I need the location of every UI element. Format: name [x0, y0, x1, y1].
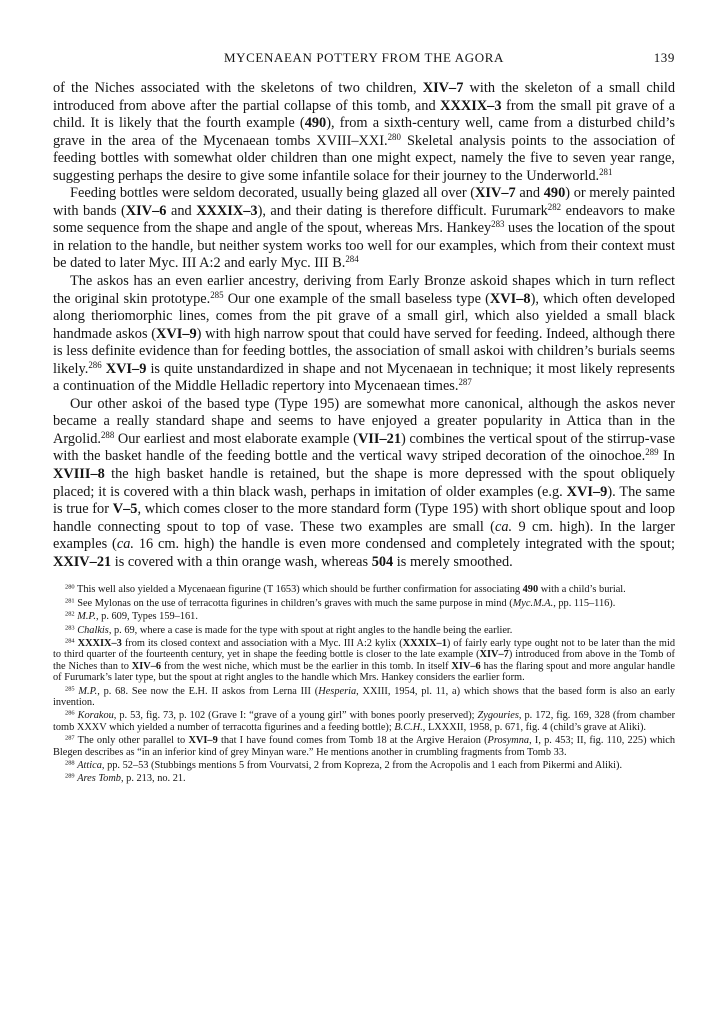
paragraph	[53, 273, 675, 396]
catalogue-ref: 490	[522, 584, 539, 596]
catalogue-ref: XVI–9	[188, 735, 218, 747]
text-run: has the flaring spout and more angular handle of Furumark’s later type, but the spout at right angles to the handle which Mrs. Hankey considers the earlier form.	[53, 660, 675, 684]
text-run: , pp. 52–53 (Stubbings mentions 5 from Vourvatsi, 2 from Kopreza, 2 from the Acropolis and 1 each from Pikermi and Aliki).	[101, 760, 623, 771]
text-run: is quite unstandardized in shape and not Mycenaean in technique; it most likely represents a continuation of the Middle Helladic repertory into Mycenaean times.	[53, 360, 675, 395]
text-run: from its closed context and association with a Myc. III A:2 kylix (	[121, 637, 403, 649]
text-run: 16 cm. high) the handle is even more condensed and completely integrated with the spout;	[133, 536, 676, 553]
text-run: from the small pit grave of a child. It is likely that the fourth example (	[53, 97, 675, 132]
text-run: The askos has an even earlier ancestry, deriving from Early Bronze askoid shapes which in turn reflect the original skin prototype.	[53, 273, 675, 307]
italic-text: M.P.	[78, 685, 98, 697]
italic-text: Zygouries	[477, 710, 519, 722]
footnote-ref: 284	[345, 254, 359, 265]
text-run: is merely smoothed.	[393, 553, 513, 570]
footnote-ref: 283	[491, 219, 505, 230]
page-number: 139	[653, 50, 675, 65]
footnote-ref: 280	[65, 583, 75, 591]
text-run: endeavors to make some sequence from the shape and angle of the spout, whereas Mrs. Hankey	[53, 202, 676, 237]
catalogue-ref: 504	[371, 553, 394, 570]
footnote-ref: 288	[100, 430, 115, 441]
text-run: Feeding bottles were seldom decorated, usually being glazed all over (	[70, 185, 476, 202]
text-run: ). The same is true for	[53, 483, 675, 518]
paragraph	[53, 396, 675, 571]
text-run: ) with high narrow spout that could have served for feeding. Indeed, although there is less definite evidence than for feeding bottles, the association of small askoi with children’s burials seems likely.	[53, 325, 675, 377]
text-run: ) or merely painted with bands (	[53, 185, 676, 219]
catalogue-ref: XXXIX–3	[440, 97, 502, 114]
text-run: This well also yielded a Mycenaean figurine (T 1653) which should be further confirmation for associating	[74, 584, 523, 596]
footnote-ref: 285	[65, 685, 75, 693]
italic-text: Ares Tomb	[77, 773, 121, 785]
catalogue-ref: XXXIX–3	[196, 202, 258, 219]
text-run: The only other parallel to	[74, 735, 189, 747]
text-run: , p. 213, no. 21.	[120, 773, 186, 785]
text-run: , p. 68. See now the E.H. II askos from Lerna III (	[97, 685, 319, 697]
text-run: , p. 53, fig. 73, p. 102 (Grave I: “grave of a young girl” with bones poorly preserved);	[113, 710, 478, 722]
footnote-ref: 281	[599, 166, 613, 177]
footnote-ref: 282	[547, 201, 562, 212]
footnote	[53, 773, 675, 784]
text-run: of the Niches associated with the skeletons of two children,	[53, 80, 423, 96]
text-run: In	[658, 448, 675, 465]
footnote-ref: 284	[65, 637, 75, 645]
text-run: , I, p. 453; II, fig. 110, 225) which Blegen describes as “in an inferior kind of grey Minyan ware.” He mentions another in crumbling fragments from Tomb 33.	[53, 735, 676, 758]
text-run: 9 cm. high). In the larger examples (	[53, 518, 675, 553]
catalogue-ref: XIV–7	[422, 80, 464, 96]
italic-text: B.C.H.	[394, 721, 423, 733]
catalogue-ref: XVI–9	[566, 483, 608, 500]
footnotes	[53, 584, 675, 785]
footnote-ref: 289	[65, 772, 75, 780]
footnote	[53, 638, 675, 684]
text-run: ), which often developed along theriomorphic lines, comes from the pit grave of a small girl, which also yielded a small black handmade askos (	[53, 290, 675, 342]
footnote-ref: 287	[65, 734, 75, 742]
text-run: See Mylonas on the use of terracotta figurines in children’s graves with much the same purpose in mind (	[74, 597, 513, 609]
catalogue-ref: XIV–7	[475, 185, 516, 202]
catalogue-ref: 490	[543, 185, 566, 202]
italic-text: ca.	[494, 518, 513, 535]
footnote-ref: 283	[65, 624, 75, 632]
footnote-ref: 285	[210, 289, 224, 300]
footnote-ref: 280	[387, 131, 401, 142]
running-header	[53, 44, 675, 66]
text-run: and	[515, 185, 544, 202]
text-run: that I have found comes from Tomb 18 at the Argive Heraion (	[217, 735, 488, 747]
page	[53, 44, 675, 787]
italic-text: Attica	[77, 760, 102, 771]
italic-text: Hesperia	[318, 685, 357, 697]
italic-text: Korakou	[77, 710, 114, 722]
footnote	[53, 686, 675, 709]
footnote	[53, 598, 675, 609]
text-run: , p. 69, where a case is made for the type with spout at right angles to the handle being the earlier.	[108, 624, 513, 636]
footnote	[53, 584, 675, 595]
catalogue-ref: XIV–6	[131, 660, 162, 672]
text-run: ) of fairly early type ought not to be later than the mid to third quarter of the fourteenth century, yet in shape the feeding bottle is closer to the late example (	[53, 637, 675, 661]
text-run: Our earliest and most elaborate example (	[114, 430, 358, 447]
text-run: and	[166, 202, 197, 219]
italic-text: Prosymna	[487, 735, 530, 747]
text-run: Skeletal analysis points to the association of feeding bottles with somewhat older children than one might expect, namely the five to seven year range, suggesting perhaps the desire to give some infantile solace for their journey to the Underworld.	[53, 132, 675, 184]
catalogue-ref: V–5	[112, 501, 138, 518]
catalogue-ref: XIV–6	[451, 660, 481, 672]
catalogue-ref: XXXIX–3	[77, 637, 122, 649]
footnote-ref: 287	[458, 377, 472, 388]
footnote-ref: 282	[65, 610, 75, 618]
italic-text: ca.	[116, 536, 134, 553]
italic-text: Chalkis	[77, 624, 109, 636]
running-title: MYCENAEAN POTTERY FROM THE AGORA	[224, 50, 504, 65]
text-run: , XXIII, 1954, pl. 11, a) which shows that the based form is also an early invention.	[53, 685, 675, 708]
footnote-ref: 286	[88, 359, 102, 370]
main-text	[53, 80, 675, 571]
catalogue-ref: XXXIX–1	[402, 637, 447, 649]
catalogue-ref: VII–21	[357, 430, 401, 447]
text-run: from the west niche, which must be the earlier in this tomb. In itself	[161, 660, 452, 672]
text-run: ), and their dating is therefore difficult. Furumark	[257, 202, 548, 219]
text-run: , which comes closer to the more standard form (Type 195) with short oblique spout and loop handle connecting spout to top of vase. These two examples are small (	[53, 501, 675, 535]
text-run: the high basket handle is retained, but the shape is more depressed with the spout obliquely placed; it is covered with a thin black wash, perhaps in imitation of older examples (e.g.	[53, 466, 675, 500]
footnote-ref: 286	[65, 709, 75, 717]
paragraph	[53, 80, 675, 185]
text-run: , pp. 115–116).	[553, 597, 616, 609]
footnote	[53, 710, 675, 733]
paragraph	[53, 185, 675, 273]
text-run: uses the location of the spout in relation to the handle, but neither system works too well for our examples, which from their context must be dated to later Myc. III A:2 and early Myc. III B.	[53, 220, 675, 272]
text-run: with the skeleton of a small child introduced from above after the partial collapse of this tomb, and	[53, 80, 676, 114]
text-run: , LXXXII, 1958, p. 671, fig. 4 (child’s grave at Aliki).	[422, 721, 647, 733]
catalogue-ref: XIV–6	[125, 202, 167, 219]
text-run: Our other askoi of the based type (Type 195) are somewhat more canonical, although the askos never became a really standard shape and seems to have enjoyed a greater popularity in Attica than in the Argolid.	[53, 395, 675, 447]
italic-text: Myc.M.A.	[512, 597, 554, 609]
footnote	[53, 625, 675, 636]
text-run: ), from a sixth-century well, came from a disturbed child’s grave in the area of the Mycenaean tombs XVIII–XXI.	[53, 115, 676, 149]
text-run: ) combines the vertical spout of the stirrup-vase with the basket handle of the feeding bottle and the vertical wavy striped decoration of the oinochoe.	[53, 430, 675, 465]
catalogue-ref: XVI–9	[105, 360, 147, 377]
text-run: is covered with a thin orange wash, whereas	[111, 553, 372, 570]
catalogue-ref: XXIV–21	[53, 553, 112, 570]
footnote-ref: 281	[65, 597, 75, 605]
text-run: with a child’s burial.	[538, 584, 626, 596]
footnote-ref: 288	[65, 759, 75, 767]
catalogue-ref: XVI–8	[489, 290, 531, 307]
footnote	[53, 611, 675, 622]
footnote	[53, 735, 675, 758]
footnote	[53, 760, 675, 771]
text-run: ) introduced from above in the Tomb of the Niches than to	[53, 649, 675, 672]
text-run: Our one example of the small baseless type (	[223, 290, 490, 307]
footnote-ref: 289	[645, 447, 659, 458]
catalogue-ref: 490	[304, 115, 327, 132]
catalogue-ref: XVI–9	[156, 325, 197, 342]
text-run: , p. 172, fig. 169, 328 (from chamber tomb XXXV which yielded a number of terracotta figurines and a feeding bottle);	[53, 710, 676, 733]
italic-text: M.P.	[77, 611, 96, 623]
text-run: , p. 609, Types 159–161.	[95, 611, 198, 623]
catalogue-ref: XIV–7	[479, 649, 509, 661]
catalogue-ref: XVIII–8	[53, 466, 105, 483]
